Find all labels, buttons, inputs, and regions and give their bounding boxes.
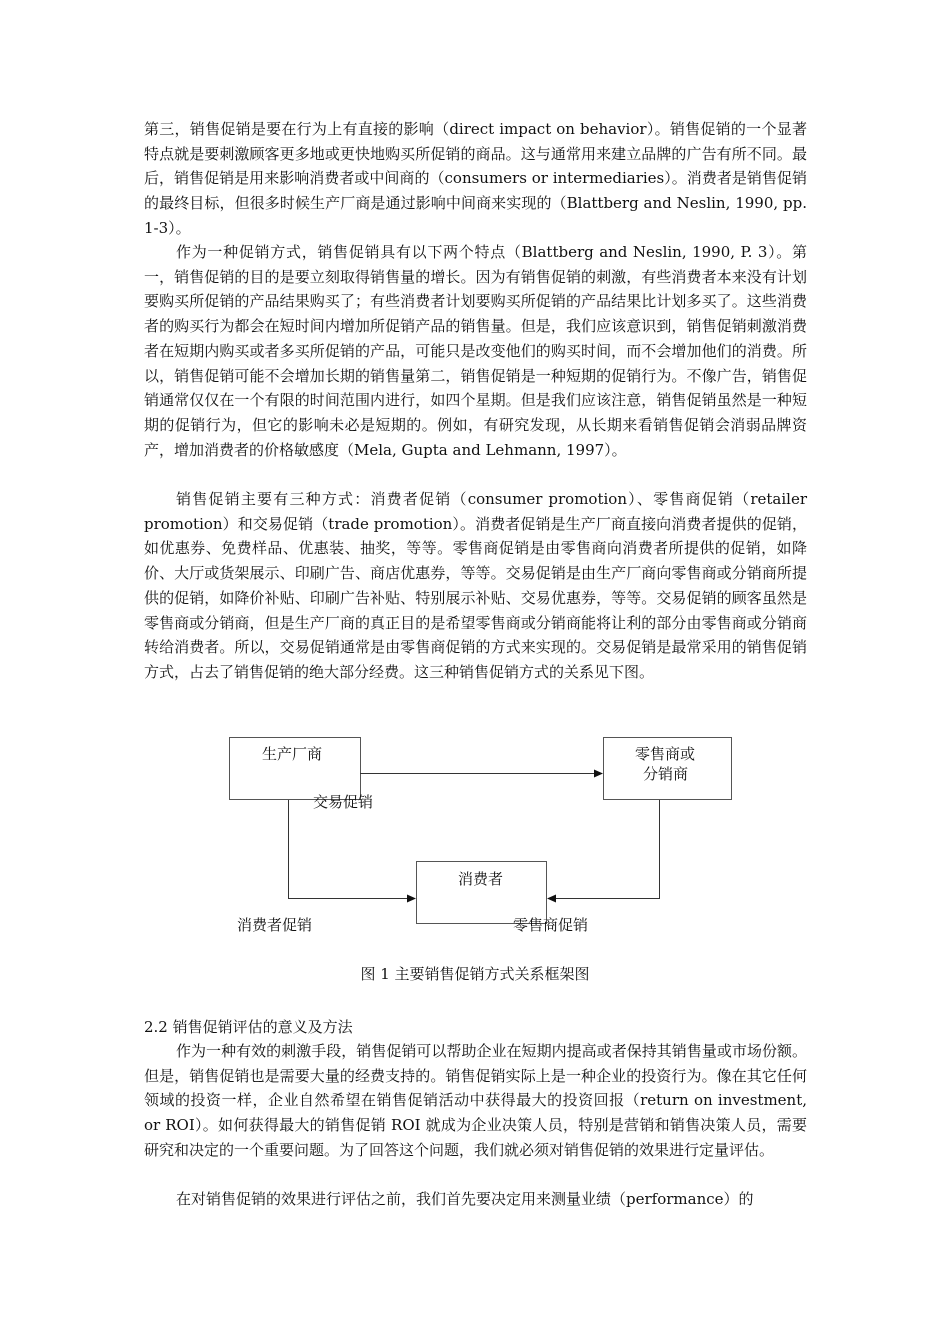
retailer-promotion-label: 零售商促销 xyxy=(513,916,589,934)
consumer-label: 消费者 xyxy=(458,870,504,888)
paragraph-performance-measure: 在对销售促销的效果进行评估之前，我们首先要决定用来测量业绩（performance）的 xyxy=(176,1190,754,1208)
retailer-label-line1: 零售商或 xyxy=(635,745,696,763)
retailer-label-line2: 分销商 xyxy=(643,765,689,783)
retailer-promotion-arrowhead xyxy=(547,895,556,903)
trade-promotion-label: 交易促销 xyxy=(313,793,374,811)
paragraph-two-characteristics: 作为一种促销方式，销售促销具有以下两个特点（Blattberg and Neslin, 1990, P. 3）。第一，销售促销的目的是要立刻取得销售量的增长。因为有销售促销的刺激，有些消费者本来没有计划要购买所促销的产品结果购买了；有些消费者计划要购买所促销的产品结果比计划多买了。这些消费者的购买行为都会在短时间内增加所促销产品的销售量。但是，我们应该意识到，销售促销刺激消费者在短期内购买或者多买所促销的产品，可能只是改变他们的购买时间，而不会增加他们的消费。所以，销售促销可能不会增加长期的销售量第二，销售促销是一种短期的促销行为。不像广告，销售促销通常仅仅在一个有限的时间范围内进行，如四个星期。但是我们应该注意，销售促销虽然是一种短期的促销行为，但它的影响未必是短期的。例如，有研究发现，从长期来看销售促销会消弱品牌资产，增加消费者的价格敏感度（Mela, Gupta and Lehmann, 1997）。 xyxy=(144,243,807,459)
trade-promotion-arrowhead xyxy=(594,770,603,778)
retailer-promotion-arrow xyxy=(554,800,660,899)
manufacturer-label: 生产厂商 xyxy=(262,745,323,763)
consumer-promotion-label: 消费者促销 xyxy=(237,916,313,934)
figure-caption: 图 1 主要销售促销方式关系框架图 xyxy=(360,965,590,983)
consumer-promotion-arrowhead xyxy=(407,895,416,903)
paragraph-three-types: 销售促销主要有三种方式：消费者促销（consumer promotion）、零售商促销（retailer promotion）和交易促销（trade promotion）。消费者促销是生产厂商直接向消费者提供的促销，如优惠券、免费样品、优惠装、抽奖，等等。零售商促销是由零售商向消费者所提供的促销，如降价、大厅或货架展示、印刷广告、商店优惠券，等等。交易促销是由生产厂商向零售商或分销商所提供的促销，如降价补贴、印刷广告补贴、特别展示补贴、交易优惠券，等等。交易促销的顾客虽然是零售商或分销商，但是生产厂商的真正目的是希望零售商或分销商能将让利的部分由零售商或分销商转给消费者。所以，交易促销通常是由零售商促销的方式来实现的。交易促销是最常采用的销售促销方式，占去了销售促销的绝大部分经费。这三种销售促销方式的关系见下图。 xyxy=(144,490,807,681)
paragraph-promotion-features: 第三，销售促销是要在行为上有直接的影响（direct impact on behavior）。销售促销的一个显著特点就是要刺激顾客更多地或更快地购买所促销的商品。这与通常用来建立品牌的广告有所不同。最后，销售促销是用来影响消费者或中间商的（consumers or intermediaries）。消费者是销售促销的最终目标，但很多时候生产厂商是通过影响中间商来实现的（Blattberg and Neslin, 1990, pp. 1-3）。 xyxy=(144,120,807,237)
paragraph-evaluation-significance: 作为一种有效的刺激手段，销售促销可以帮助企业在短期内提高或者保持其销售量或市场份额。但是，销售促销也是需要大量的经费支持的。销售促销实际上是一种企业的投资行为。像在其它任何领域的投资一样，企业自然希望在销售促销活动中获得最大的投资回报（return on investment, or ROI）。如何获得最大的销售促销 ROI 就成为企业决策人员，特别是营销和销售决策人员，需要研究和决定的一个重要问题。为了回答这个问题，我们就必须对销售促销的效果进行定量评估。 xyxy=(144,1042,807,1159)
section-heading: 2.2 销售促销评估的意义及方法 xyxy=(144,1018,353,1036)
consumer-promotion-arrow xyxy=(289,800,410,899)
